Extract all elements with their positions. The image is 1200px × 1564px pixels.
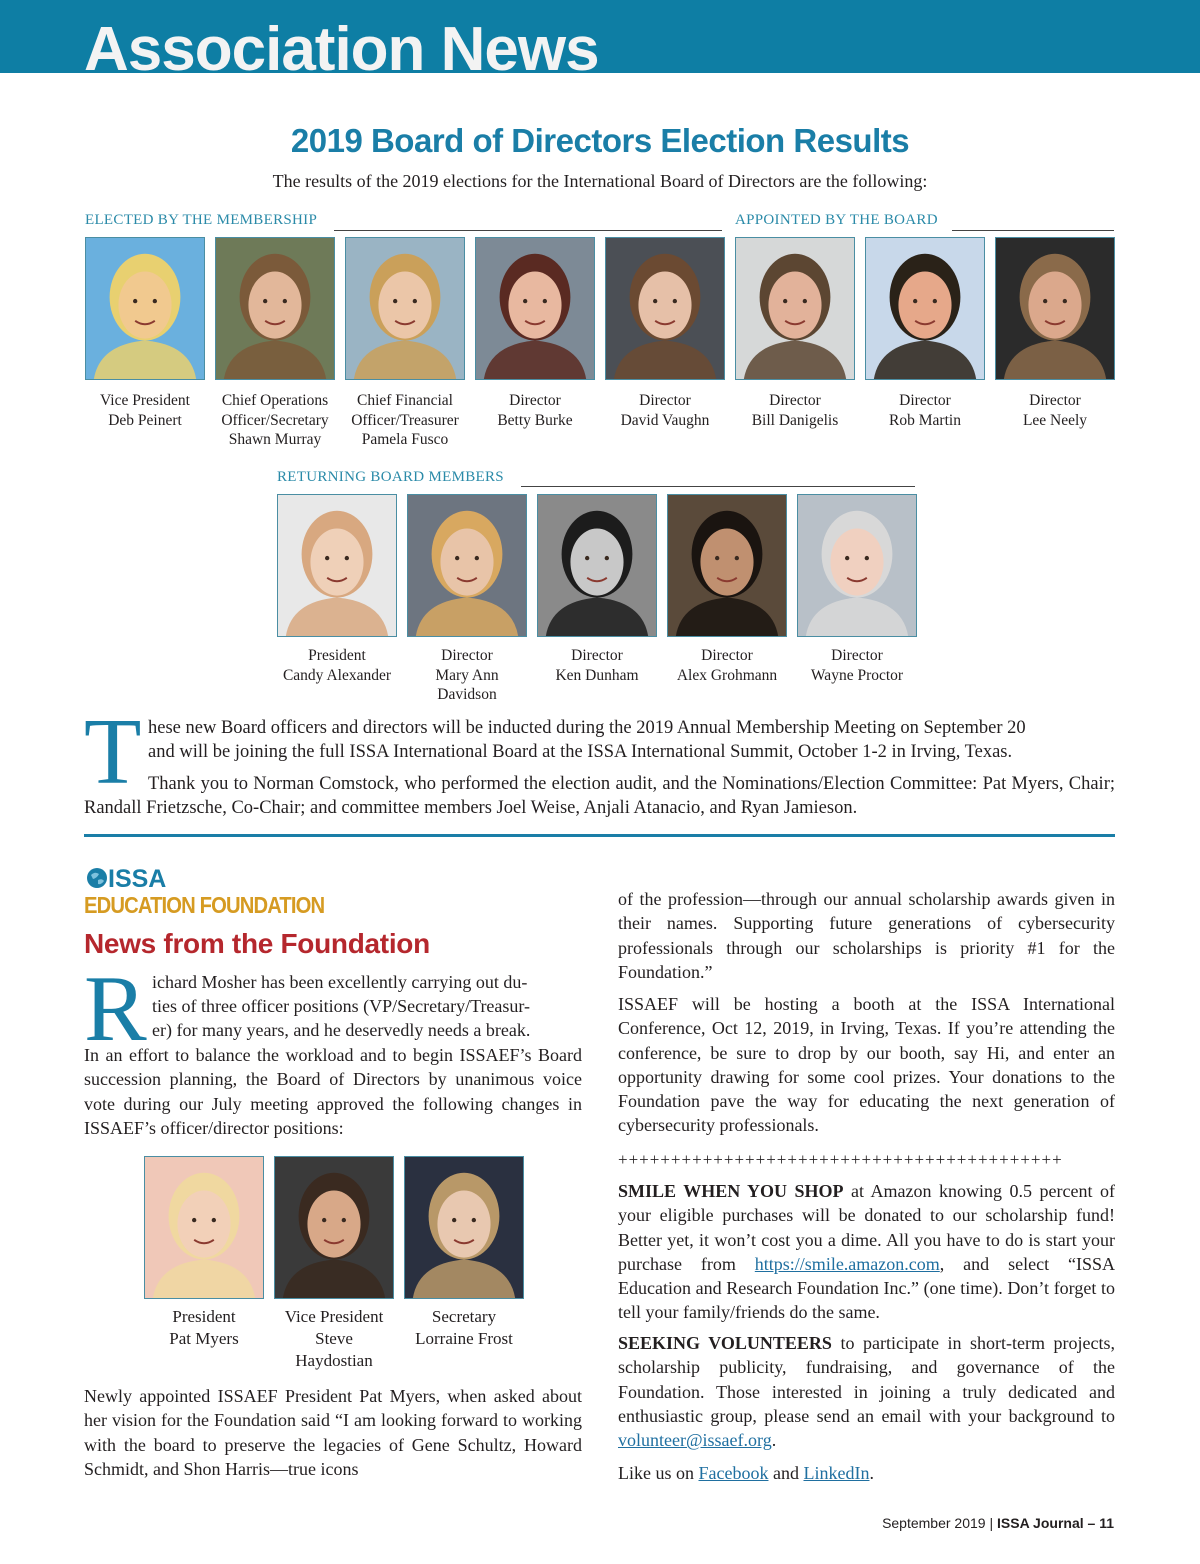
person-photo-icon	[668, 495, 786, 636]
section-title: Association News	[84, 15, 599, 84]
drop-cap: R	[84, 957, 147, 1061]
caption-line: President	[308, 647, 366, 664]
caption-line: Officer/Treasurer	[351, 411, 459, 429]
separator: ++++++++++++++++++++++++++++++++++++++++++	[618, 1150, 1063, 1169]
person-photo-icon	[538, 495, 656, 636]
portrait-caption	[725, 391, 865, 430]
globe-icon	[86, 867, 108, 889]
portrait-photo	[277, 494, 397, 637]
portrait-caption	[75, 391, 215, 430]
person-photo-icon	[408, 495, 526, 636]
caption-line: Director	[639, 392, 691, 409]
person-photo-icon	[866, 238, 984, 379]
caption-line: Vice President	[284, 1307, 384, 1326]
volunteer-paragraph: SEEKING VOLUNTEERS to participate in short-term projects, scholarship publicity, fundraising, and governance of the Foundation. Those interested in joining a truly dedicated and enthusiastic group, please send an email with your background to volunteer@issaef.org.	[618, 1333, 1116, 1451]
caption-line: Pamela Fusco	[361, 431, 449, 448]
portrait-caption	[855, 391, 995, 430]
portrait-caption	[527, 646, 667, 685]
person-photo-icon	[216, 238, 334, 379]
divider	[521, 486, 915, 487]
caption-line: Director	[1029, 392, 1081, 409]
footer-date: September 2019	[882, 1515, 986, 1531]
caption-line: President	[172, 1307, 236, 1326]
person-photo-icon	[275, 1157, 393, 1298]
person-photo-icon	[798, 495, 916, 636]
social-paragraph: Like us on Facebook and LinkedIn.	[618, 1463, 874, 1483]
person-photo-icon	[86, 238, 204, 379]
portrait-caption	[335, 391, 475, 450]
portrait-caption	[985, 391, 1125, 430]
smile-amazon-link[interactable]: https://smile.amazon.com	[754, 1253, 940, 1274]
portrait-caption	[787, 646, 927, 685]
portrait-photo	[274, 1156, 394, 1299]
page-footer: September 2019 | ISSA Journal – 11	[882, 1515, 1114, 1531]
smile-heading: SMILE WHEN YOU SHOP	[618, 1181, 844, 1201]
caption-line: Rob Martin	[889, 411, 961, 429]
smile-paragraph: SMILE WHEN YOU SHOP at Amazon knowing 0.5 percent of your eligible purchases will be donated to our scholarship fund! Better yet, it won’t cost you a dime. All you have to do is start your purchase from https://smile.amazon.com, and select “ISSA Education and Research Foundation Inc.” (one time). Don’t forget to tell your family/friends do the same.	[618, 1181, 1115, 1323]
paragraph-line: er) for many years, and he deservedly needs a break.	[152, 1020, 531, 1040]
foundation-logo-subtitle: EDUCATION FOUNDATION	[84, 892, 325, 918]
booth-paragraph: ISSAEF will be hosting a booth at the ISSA International Conference, Oct 12, 2019, in Irving, Texas. If you’re attending the conference, be sure to drop by our booth, say Hi, and enter an opportunity drawing for some cool prizes. Your donations to the Foundation pave the way for educating the next generation of cybersecurity professionals.	[618, 994, 1115, 1136]
portrait-caption	[595, 391, 735, 430]
volunteer-heading: SEEKING VOLUNTEERS	[618, 1333, 832, 1353]
portrait-photo	[144, 1156, 264, 1299]
caption-line: Chief Operations	[221, 392, 329, 409]
person-photo-icon	[278, 495, 396, 636]
appointed-label: APPOINTED BY THE BOARD	[735, 212, 938, 228]
portrait-photo	[735, 237, 855, 380]
portrait-photo	[797, 494, 917, 637]
portrait-photo	[404, 1156, 524, 1299]
portrait-photo	[215, 237, 335, 380]
portrait-caption	[394, 1306, 534, 1350]
portrait-caption	[657, 646, 797, 685]
portrait-photo	[605, 237, 725, 380]
succession-paragraph: In an effort to balance the workload and to begin ISSAEF’s Board succession planning, the Board of Directors by unanimous voice vote during our July meeting approved the following changes in ISSAEF’s officer/director positions:	[84, 1045, 582, 1138]
person-photo-icon	[346, 238, 464, 379]
returning-label: RETURNING BOARD MEMBERS	[277, 469, 504, 485]
portrait-photo	[475, 237, 595, 380]
elected-label: ELECTED BY THE MEMBERSHIP	[85, 212, 318, 228]
person-photo-icon	[145, 1157, 263, 1298]
person-photo-icon	[996, 238, 1114, 379]
portrait-photo	[537, 494, 657, 637]
drop-cap: T	[84, 700, 142, 804]
person-photo-icon	[476, 238, 594, 379]
portrait-photo	[995, 237, 1115, 380]
portrait-photo	[865, 237, 985, 380]
issa-logo	[86, 866, 166, 892]
portrait-caption	[205, 391, 345, 450]
caption-line: Director	[899, 392, 951, 409]
caption-line: Chief Financial	[357, 392, 453, 409]
caption-line: Deb Peinert	[108, 411, 182, 429]
portrait-photo	[345, 237, 465, 380]
section-rule	[84, 834, 1115, 837]
foundation-news-title: News from the Foundation	[84, 928, 430, 959]
thanks-paragraph: Thank you to Norman Comstock, who performed the election audit, and the Nominations/Election Committee: Pat Myers, Chair; Randall Frietzsche, Co-Chair; and committee members Joel Weise, Anjali Atanacio, and Ryan Jamieson.	[84, 774, 1115, 818]
caption-line: Candy Alexander	[282, 666, 392, 684]
caption-line: Haydostian	[295, 1351, 373, 1370]
paragraph-line: ichard Mosher has been excellently carrying out du-	[152, 972, 528, 992]
caption-line: Steve	[315, 1329, 353, 1348]
caption-line: Ken Dunham	[555, 666, 639, 684]
portrait-photo	[667, 494, 787, 637]
caption-line: Secretary	[431, 1307, 497, 1326]
caption-line: Alex Grohmann	[676, 666, 778, 684]
caption-line: Lorraine Frost	[415, 1329, 513, 1348]
portrait-photo	[407, 494, 527, 637]
person-photo-icon	[736, 238, 854, 379]
caption-line: Director	[571, 647, 623, 664]
caption-line: David Vaughn	[620, 411, 710, 429]
portrait-photo	[85, 237, 205, 380]
paragraph-line: hese new Board officers and directors will be inducted during the 2019 Annual Membership Meeting on September 20	[148, 718, 1026, 738]
caption-line: Mary Ann	[435, 666, 499, 684]
facebook-link[interactable]: Facebook	[698, 1463, 769, 1483]
volunteer-email-link[interactable]: volunteer@issaef.org	[618, 1430, 772, 1451]
vision-paragraph: Newly appointed ISSAEF President Pat Myers, when asked about her vision for the Foundation said “I am looking forward to working with the board to preserve the legacies of Gene Schultz, Howard Schmidt, and Shon Harris—true icons	[84, 1386, 582, 1479]
article-title: 2019 Board of Directors Election Results	[290, 122, 910, 159]
caption-line: Officer/Secretary	[221, 411, 329, 429]
portrait-caption	[397, 646, 537, 705]
paragraph-line: and will be joining the full ISSA International Board at the ISSA International Summit, October 1-2 in Irving, Texas.	[148, 742, 1013, 762]
person-photo-icon	[405, 1157, 523, 1298]
caption-line: Betty Burke	[497, 411, 573, 429]
caption-line: Wayne Proctor	[810, 666, 904, 684]
caption-line: Director	[769, 392, 821, 409]
linkedin-link[interactable]: LinkedIn	[803, 1463, 870, 1483]
footer-journal: ISSA Journal – 11	[997, 1515, 1114, 1531]
portrait-caption	[134, 1306, 274, 1350]
caption-line: Director	[831, 647, 883, 664]
divider	[334, 230, 722, 231]
caption-line: Vice President	[100, 392, 190, 409]
portrait-caption	[264, 1306, 404, 1372]
divider	[952, 230, 1114, 231]
caption-line: Bill Danigelis	[751, 411, 839, 429]
caption-line: Davidson	[437, 686, 497, 703]
caption-line: Director	[441, 647, 493, 664]
caption-line: Shawn Murray	[228, 431, 322, 448]
vision-paragraph-cont: of the profession—through our annual scholarship awards given in their names. Supporting future generations of cybersecurity professionals through our scholarships is priority #1 for the Foundation.”	[618, 889, 1115, 982]
caption-line: Director	[701, 647, 753, 664]
person-photo-icon	[606, 238, 724, 379]
portrait-caption	[267, 646, 407, 685]
issa-logo-text: ISSA	[108, 865, 167, 893]
caption-line: Director	[509, 392, 561, 409]
caption-line: Pat Myers	[169, 1329, 239, 1348]
paragraph-line: ties of three officer positions (VP/Secretary/Treasur-	[152, 996, 531, 1016]
article-intro: The results of the 2019 elections for the International Board of Directors are the following:	[272, 171, 928, 191]
portrait-caption	[465, 391, 605, 430]
caption-line: Lee Neely	[1022, 411, 1088, 429]
